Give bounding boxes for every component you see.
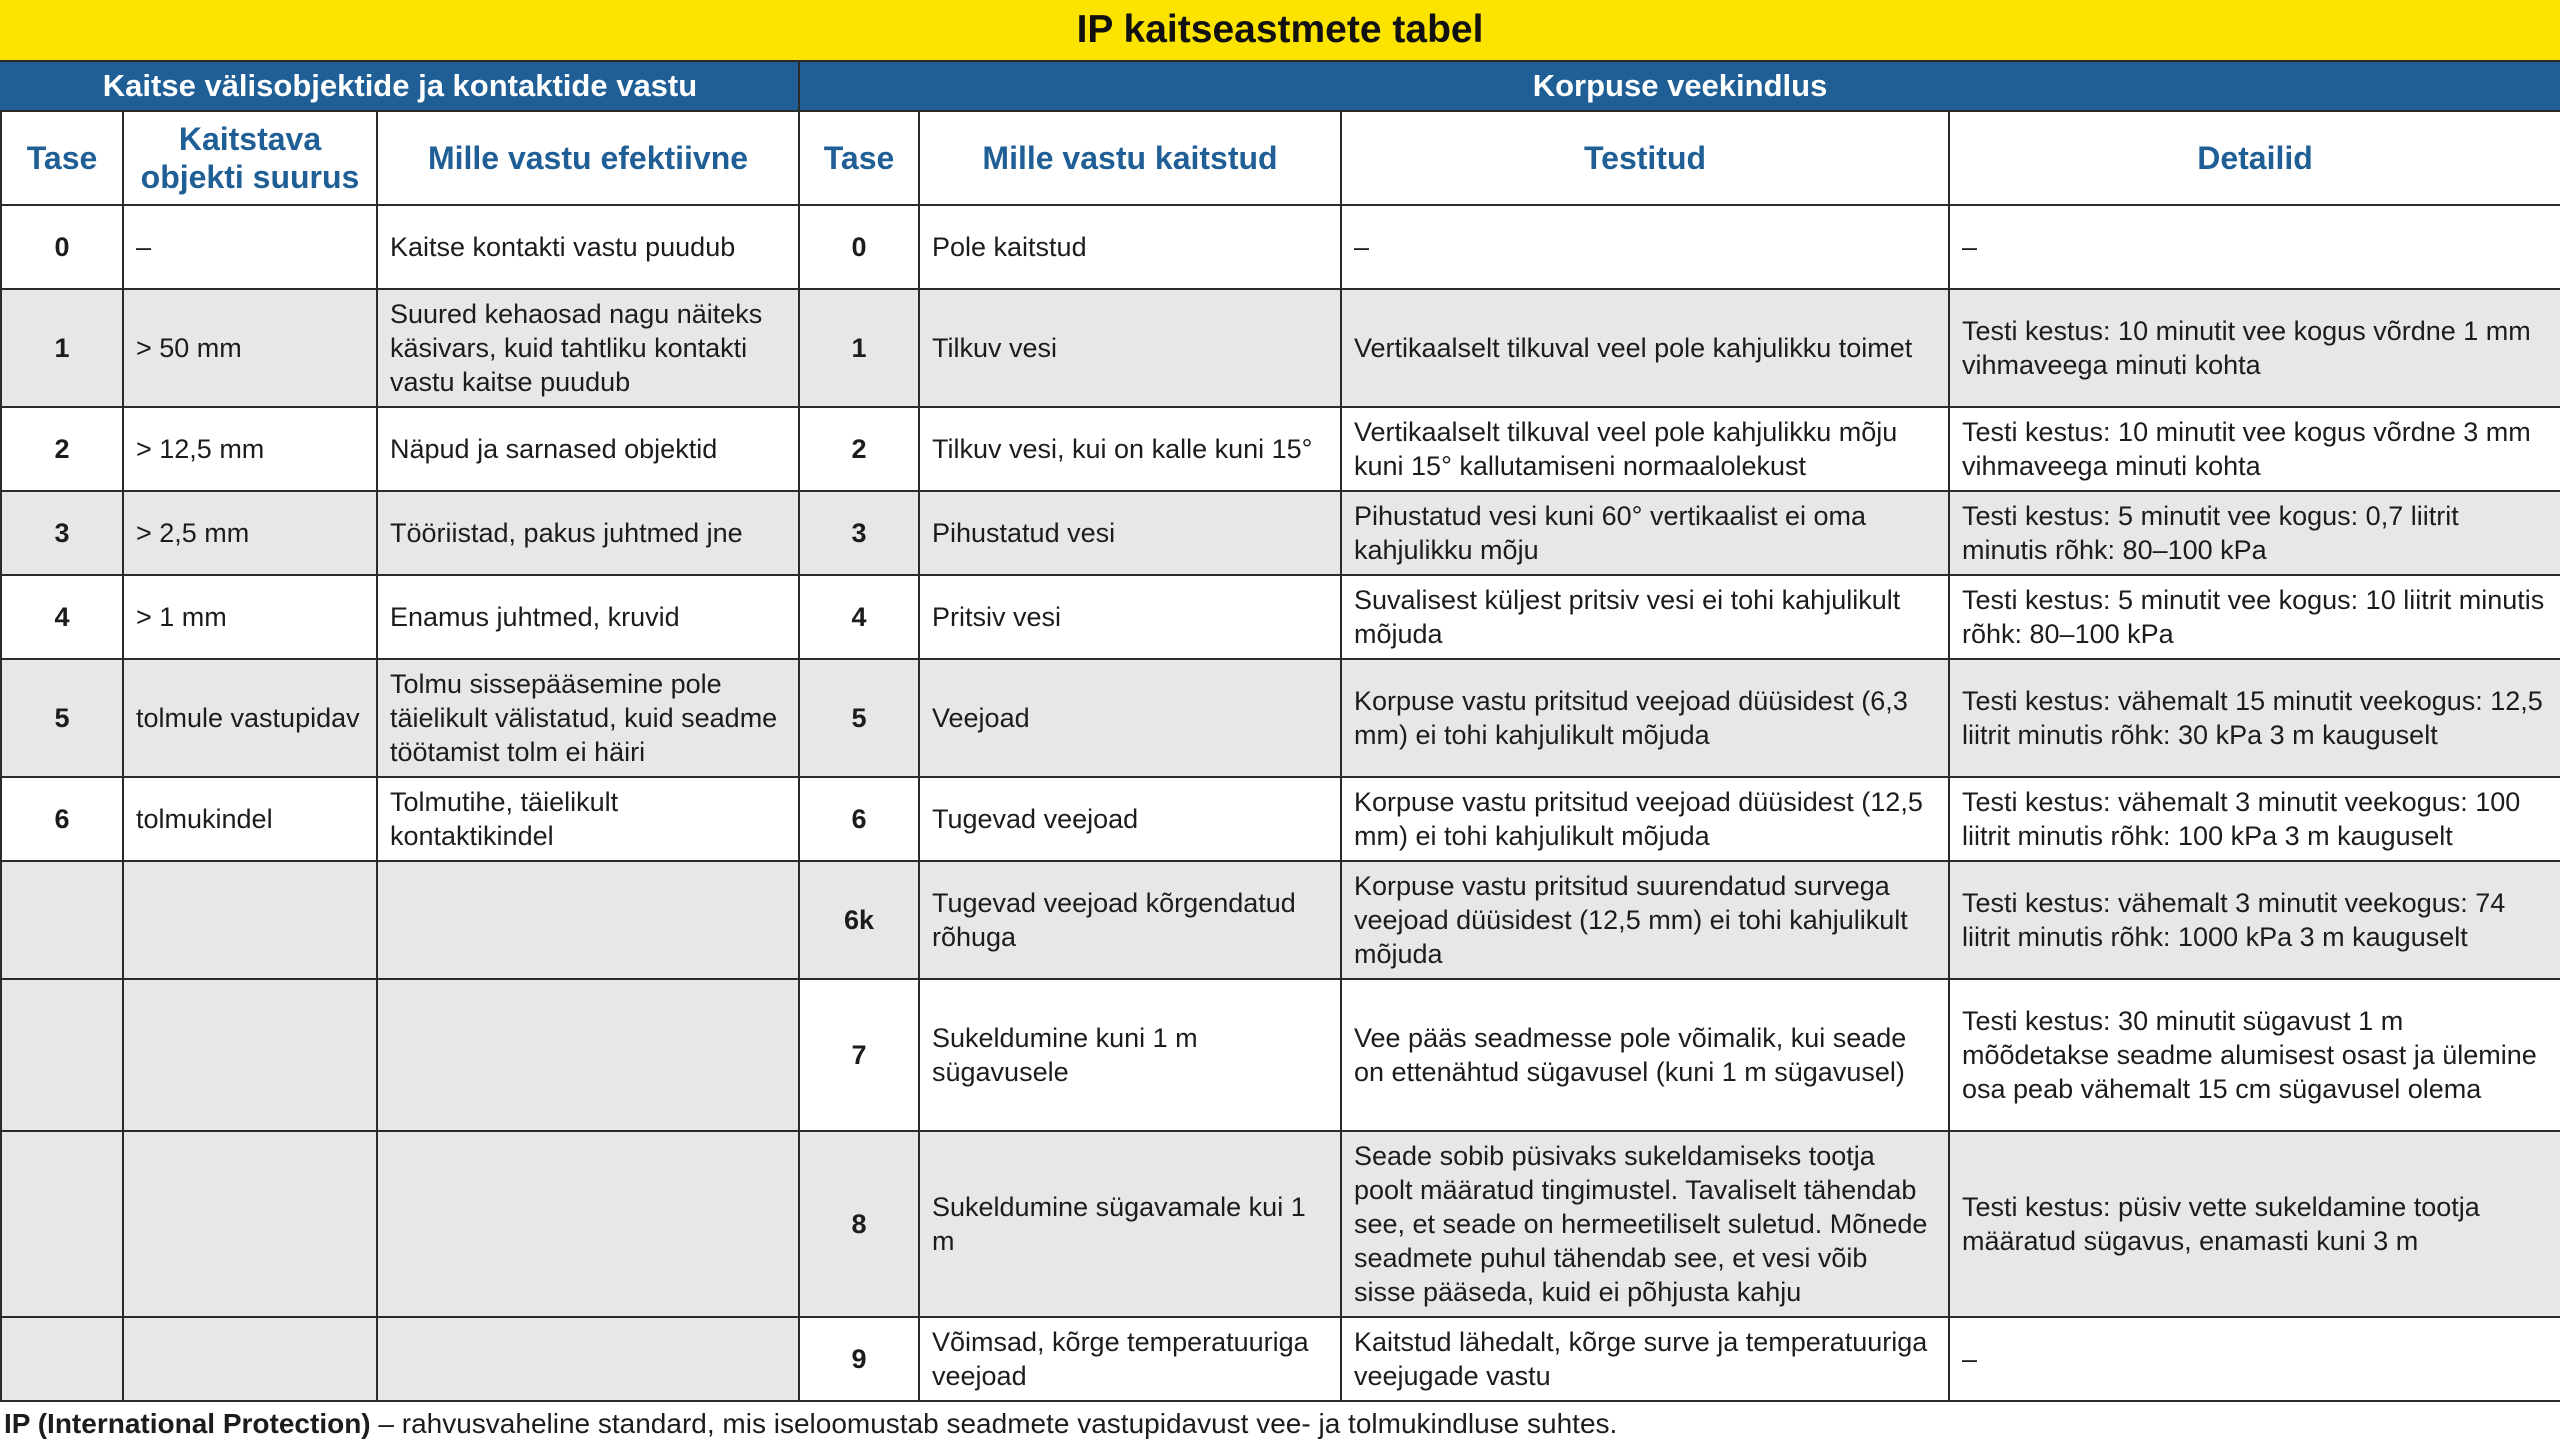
solid-level-cell xyxy=(1,1317,123,1401)
table-row xyxy=(1,1131,2560,1317)
water-tested-cell: – xyxy=(1341,205,1949,289)
solid-effective-cell xyxy=(377,979,799,1131)
water-level-cell: 8 xyxy=(799,1131,919,1317)
solid-size-cell xyxy=(123,1131,377,1317)
water-level-cell: 4 xyxy=(799,575,919,659)
group-header-water: Korpuse veekindlus xyxy=(799,61,2560,111)
water-details-cell: Testi kestus: vähemalt 15 minutit veekogus: 12,5 liitrit minutis rõhk: 30 kPa 3 m kauguselt xyxy=(1949,659,2560,777)
solid-effective-cell xyxy=(377,1131,799,1317)
footnote xyxy=(0,1404,2560,1444)
solid-size-cell xyxy=(123,1317,377,1401)
water-protected-cell: Pritsiv vesi xyxy=(919,575,1341,659)
solid-size-cell: > 50 mm xyxy=(123,289,377,407)
water-level-cell: 6k xyxy=(799,861,919,979)
solid-effective-cell: Kaitse kontakti vastu puudub xyxy=(377,205,799,289)
table-row xyxy=(1,407,2560,491)
header-water-protected: Mille vastu kaitstud xyxy=(919,111,1341,205)
water-tested-cell: Vertikaalselt tilkuval veel pole kahjulikku toimet xyxy=(1341,289,1949,407)
water-level-cell: 3 xyxy=(799,491,919,575)
water-protected-cell: Tugevad veejoad xyxy=(919,777,1341,861)
water-level-cell: 7 xyxy=(799,979,919,1131)
solid-effective-cell: Suured kehaosad nagu näiteks käsivars, kuid tahtliku kontakti vastu kaitse puudub xyxy=(377,289,799,407)
solid-level-cell: 4 xyxy=(1,575,123,659)
water-tested-cell: Korpuse vastu pritsitud veejoad düüsidest (12,5 mm) ei tohi kahjulikult mõjuda xyxy=(1341,777,1949,861)
water-protected-cell: Veejoad xyxy=(919,659,1341,777)
header-solid-size: Kaitstava objekti suurus xyxy=(123,111,377,205)
table-row xyxy=(1,861,2560,979)
water-tested-cell: Korpuse vastu pritsitud veejoad düüsidest (6,3 mm) ei tohi kahjulikult mõjuda xyxy=(1341,659,1949,777)
solid-effective-cell: Näpud ja sarnased objektid xyxy=(377,407,799,491)
solid-size-cell: tolmule vastupidav xyxy=(123,659,377,777)
solid-effective-cell xyxy=(377,861,799,979)
solid-level-cell: 5 xyxy=(1,659,123,777)
table-row xyxy=(1,575,2560,659)
solid-level-cell xyxy=(1,979,123,1131)
footnote-text: – rahvusvaheline standard, mis iseloomustab seadmete vastupidavust vee- ja tolmukindluse suhtes. xyxy=(370,1408,1618,1439)
water-tested-cell: Pihustatud vesi kuni 60° vertikaalist ei oma kahjulikku mõju xyxy=(1341,491,1949,575)
water-details-cell: Testi kestus: 10 minutit vee kogus võrdne 3 mm vihmaveega minuti kohta xyxy=(1949,407,2560,491)
water-details-cell: Testi kestus: vähemalt 3 minutit veekogus: 74 liitrit minutis rõhk: 1000 kPa 3 m kauguselt xyxy=(1949,861,2560,979)
solid-effective-cell: Enamus juhtmed, kruvid xyxy=(377,575,799,659)
water-level-cell: 6 xyxy=(799,777,919,861)
water-details-cell: Testi kestus: 10 minutit vee kogus võrdne 1 mm vihmaveega minuti kohta xyxy=(1949,289,2560,407)
water-details-cell: Testi kestus: 5 minutit vee kogus: 10 liitrit minutis rõhk: 80–100 kPa xyxy=(1949,575,2560,659)
water-level-cell: 0 xyxy=(799,205,919,289)
water-protected-cell: Sukeldumine kuni 1 m sügavusele xyxy=(919,979,1341,1131)
water-details-cell: Testi kestus: 30 minutit sügavust 1 m mõõdetakse seadme alumisest osast ja ülemine osa peab vähemalt 15 cm sügavusel olema xyxy=(1949,979,2560,1131)
solid-level-cell: 0 xyxy=(1,205,123,289)
water-protected-cell: Tugevad veejoad kõrgendatud rõhuga xyxy=(919,861,1341,979)
table-row xyxy=(1,777,2560,861)
water-tested-cell: Korpuse vastu pritsitud suurendatud survega veejoad düüsidest (12,5 mm) ei tohi kahjulikult mõjuda xyxy=(1341,861,1949,979)
table-row xyxy=(1,1317,2560,1401)
water-level-cell: 2 xyxy=(799,407,919,491)
water-tested-cell: Vee pääs seadmesse pole võimalik, kui seade on ettenähtud sügavusel (kuni 1 m sügavusel) xyxy=(1341,979,1949,1131)
solid-level-cell xyxy=(1,1131,123,1317)
solid-level-cell: 6 xyxy=(1,777,123,861)
header-water-details: Detailid xyxy=(1949,111,2560,205)
footnote-term: IP (International Protection) xyxy=(4,1408,371,1439)
water-details-cell: Testi kestus: 5 minutit vee kogus: 0,7 liitrit minutis rõhk: 80–100 kPa xyxy=(1949,491,2560,575)
column-header-row xyxy=(1,111,2560,205)
header-solid-effective: Mille vastu efektiivne xyxy=(377,111,799,205)
header-water-tested: Testitud xyxy=(1341,111,1949,205)
table-row xyxy=(1,491,2560,575)
water-protected-cell: Tilkuv vesi xyxy=(919,289,1341,407)
water-protected-cell: Sukeldumine sügavamale kui 1 m xyxy=(919,1131,1341,1317)
page-title: IP kaitseastmete tabel xyxy=(0,0,2560,60)
water-level-cell: 5 xyxy=(799,659,919,777)
water-level-cell: 9 xyxy=(799,1317,919,1401)
water-tested-cell: Kaitstud lähedalt, kõrge surve ja temperatuuriga veejugade vastu xyxy=(1341,1317,1949,1401)
solid-effective-cell: Tööriistad, pakus juhtmed jne xyxy=(377,491,799,575)
water-details-cell: Testi kestus: vähemalt 3 minutit veekogus: 100 liitrit minutis rõhk: 100 kPa 3 m kauguselt xyxy=(1949,777,2560,861)
water-tested-cell: Suvalisest küljest pritsiv vesi ei tohi kahjulikult mõjuda xyxy=(1341,575,1949,659)
solid-effective-cell xyxy=(377,1317,799,1401)
solid-size-cell: – xyxy=(123,205,377,289)
water-level-cell: 1 xyxy=(799,289,919,407)
water-details-cell: – xyxy=(1949,205,2560,289)
water-protected-cell: Pihustatud vesi xyxy=(919,491,1341,575)
solid-effective-cell: Tolmutihe, täielikult kontaktikindel xyxy=(377,777,799,861)
solid-size-cell: > 12,5 mm xyxy=(123,407,377,491)
header-water-level: Tase xyxy=(799,111,919,205)
group-header-solids: Kaitse välisobjektide ja kontaktide vastu xyxy=(1,61,799,111)
solid-effective-cell: Tolmu sissepääsemine pole täielikult välistatud, kuid seadme töötamist tolm ei häiri xyxy=(377,659,799,777)
solid-size-cell xyxy=(123,979,377,1131)
water-details-cell: – xyxy=(1949,1317,2560,1401)
table-row xyxy=(1,979,2560,1131)
water-protected-cell: Võimsad, kõrge temperatuuriga veejoad xyxy=(919,1317,1341,1401)
group-header-row xyxy=(1,61,2560,111)
water-tested-cell: Vertikaalselt tilkuval veel pole kahjulikku mõju kuni 15° kallutamiseni normaalolekust xyxy=(1341,407,1949,491)
table-row xyxy=(1,659,2560,777)
table-row xyxy=(1,205,2560,289)
water-tested-cell: Seade sobib püsivaks sukeldamiseks tootja poolt määratud tingimustel. Tavaliselt tähendab see, et seade on hermeetiliselt suletud. Mõnede seadmete puhul tähendab see, et vesi võib sisse pääseda, kuid ei põhjusta kahju xyxy=(1341,1131,1949,1317)
solid-level-cell: 3 xyxy=(1,491,123,575)
water-protected-cell: Tilkuv vesi, kui on kalle kuni 15° xyxy=(919,407,1341,491)
water-protected-cell: Pole kaitstud xyxy=(919,205,1341,289)
solid-level-cell: 1 xyxy=(1,289,123,407)
solid-size-cell: > 1 mm xyxy=(123,575,377,659)
solid-level-cell: 2 xyxy=(1,407,123,491)
solid-level-cell xyxy=(1,861,123,979)
ip-ratings-table xyxy=(0,60,2560,1402)
table-row xyxy=(1,289,2560,407)
solid-size-cell xyxy=(123,861,377,979)
solid-size-cell: > 2,5 mm xyxy=(123,491,377,575)
water-details-cell: Testi kestus: püsiv vette sukeldamine tootja määratud sügavus, enamasti kuni 3 m xyxy=(1949,1131,2560,1317)
header-solid-level: Tase xyxy=(1,111,123,205)
solid-size-cell: tolmukindel xyxy=(123,777,377,861)
